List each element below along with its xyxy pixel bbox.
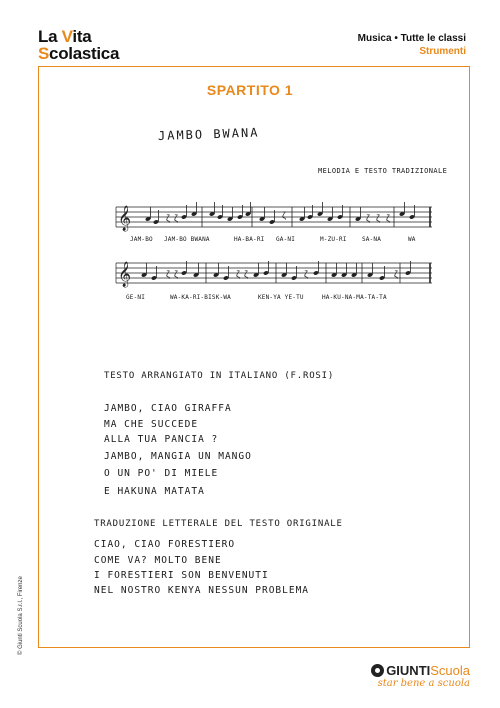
copyright-notice: © Giunti Scuola S.r.l., Firenze (18, 576, 24, 655)
syllable: JAM-BO (130, 236, 153, 243)
rest-icon: ζ (366, 213, 370, 223)
lyric-line: E HAKUNA MATATA (104, 486, 205, 497)
page-title: SPARTITO 1 (206, 82, 294, 98)
rest-icon: ζ (174, 213, 178, 223)
subject-label: Musica • Tutte le classi (357, 33, 466, 44)
syllable: WA (408, 236, 416, 243)
syllable: JAM-BO BWANA (164, 236, 210, 243)
rest-icon: ζ (174, 269, 178, 279)
italian-heading: TESTO ARRANGIATO IN ITALIANO (F.ROSI) (104, 371, 335, 381)
lyric-line: MA CHE SUCCEDE (104, 419, 199, 430)
translation-line: CIAO, CIAO FORESTIERO (94, 539, 236, 550)
header-info (358, 32, 466, 58)
lyric-line: O UN PO' DI MIELE (104, 468, 219, 479)
syllable: HA-KU-NA-MA-TA-TA (322, 294, 387, 301)
song-origin: MELODIA E TESTO TRADIZIONALE (318, 167, 448, 175)
rest-icon: ζ (386, 213, 390, 223)
clef-icon: 𝄞 (118, 262, 132, 287)
section-label: Strumenti (419, 46, 466, 57)
rest-icon: ζ (166, 269, 170, 279)
rest-icon: ζ (376, 213, 380, 223)
translation-line: I FORESTIERI SON BENVENUTI (94, 570, 269, 581)
syllable: HA-BA-RI (234, 236, 265, 243)
publisher-brand: GIUNTIScuola star bene a scuola (371, 663, 470, 689)
lyric-line: ALLA TUA PANCIA ? (104, 434, 219, 445)
brand-tagline: star bene a scuola (377, 678, 470, 689)
rest-icon: ζ (282, 210, 286, 220)
translation-line: COME VA? MOLTO BENE (94, 555, 222, 566)
logo: La Vita Scolastica (38, 27, 120, 63)
syllable: GE-NI (126, 294, 146, 301)
rest-icon: ζ (394, 269, 398, 279)
clef-icon: 𝄞 (118, 206, 132, 231)
staff-1-notes (145, 202, 415, 225)
syllable: WA-KA-RI-BISK-WA (170, 294, 231, 301)
giunti-logo-icon (371, 664, 384, 677)
rest-icon: ζ (236, 269, 240, 279)
syllable: GA-NI (276, 236, 296, 243)
song-title: JAMBO BWANA (157, 125, 260, 143)
lyric-line: JAMBO, MANGIA UN MANGO (104, 451, 252, 462)
syllable: M-ZU-RI (320, 236, 347, 243)
rest-icon: ζ (166, 213, 170, 223)
syllable: SA-NA (362, 236, 382, 243)
syllable: KEN-YA YE-TU (258, 294, 304, 301)
translation-heading: TRADUZIONE LETTERALE DEL TESTO ORIGINALE (94, 519, 343, 529)
rest-icon: ζ (244, 269, 248, 279)
rest-icon: ζ (304, 269, 308, 279)
translation-line: NEL NOSTRO KENYA NESSUN PROBLEMA (94, 585, 310, 596)
lyric-line: JAMBO, CIAO GIRAFFA (104, 403, 232, 414)
